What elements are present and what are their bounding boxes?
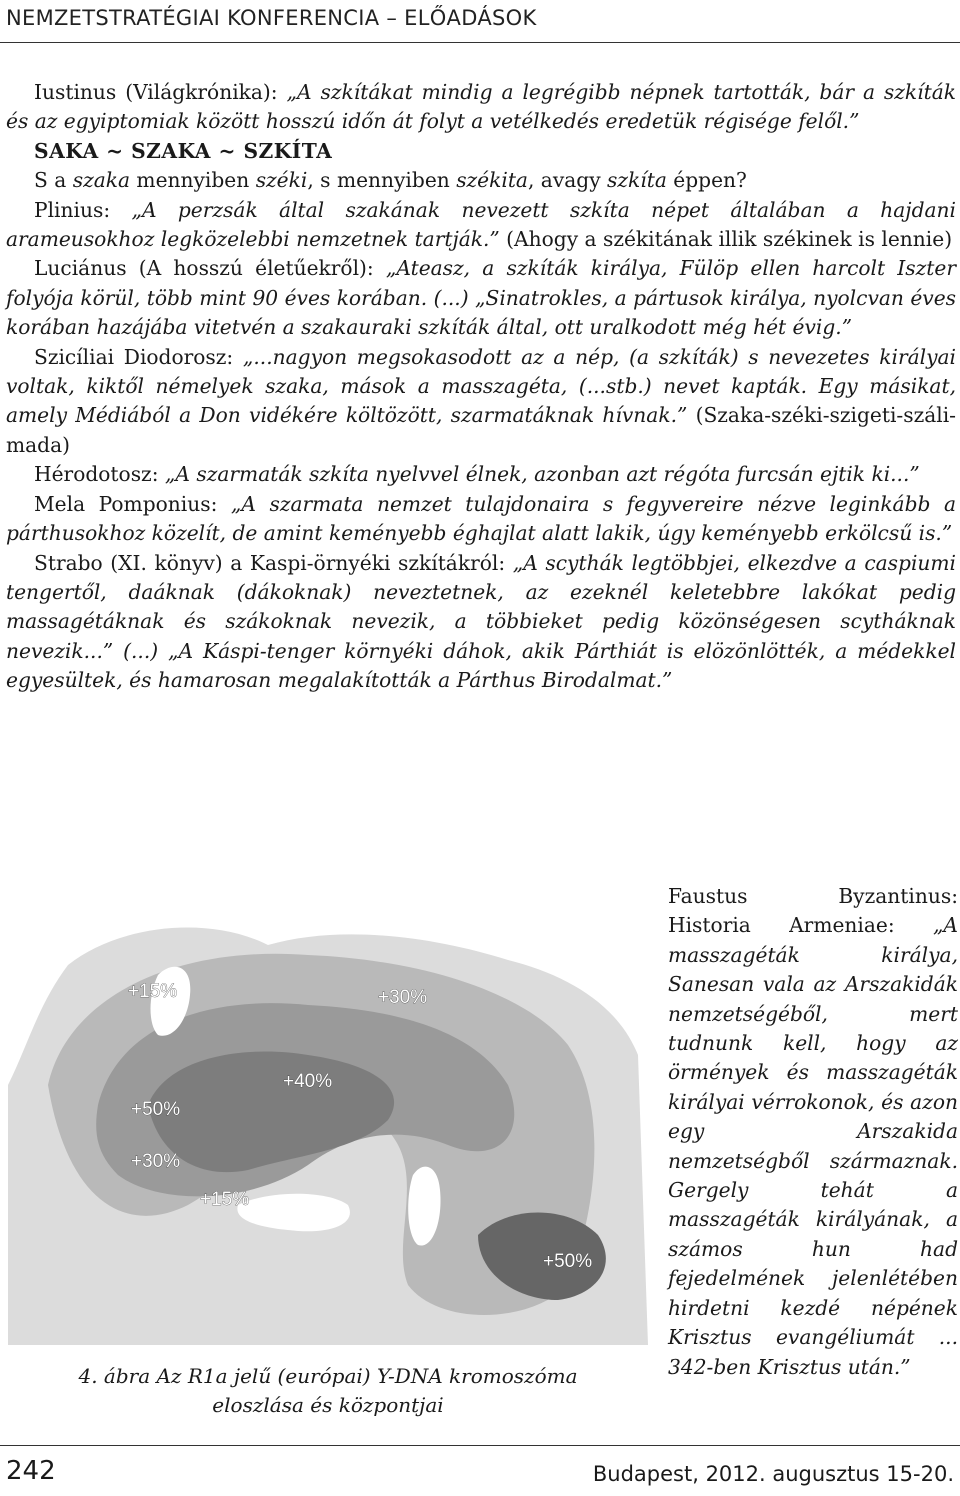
side-column [668,882,958,1382]
source-name: Mela Pomponius: [34,491,231,516]
footer-rule [0,1445,960,1446]
caption-line: eloszlása és központjai [212,1393,444,1417]
paragraph-strabo [6,549,956,696]
r1a-distribution-map [8,905,648,1345]
text-run: mennyiben [130,168,256,193]
source-name: Iustinus (Világkrónika): [34,80,287,104]
text-run: szaka [72,168,131,193]
source-name: Plinius: [34,197,132,222]
paragraph-diodorosz [6,343,956,461]
source-name: Faustus Byzantinus: Historia Armeniae: [668,884,958,938]
map-label-7: +50% [543,1251,593,1272]
text-run: szkíta [607,168,667,193]
paragraph-plinius [6,196,956,255]
paragraph-lucianus [6,254,956,342]
map-label-3: +40% [283,1071,333,1092]
main-text [6,78,956,696]
paragraph-saka [6,166,956,195]
text-run: széki [255,168,308,193]
running-header: NEMZETSTRATÉGIAI KONFERENCIA – ELŐADÁSOK [6,6,537,30]
source-name: Szicíliai Diodorosz: [34,344,243,369]
paragraph-iustinus [6,78,956,137]
paragraph-mela [6,490,956,549]
source-name: Luciánus (A hosszú életűekről): [34,256,386,281]
map-label-5: +30% [131,1151,181,1172]
caption-line: 4. ábra Az R1a jelű (európai) Y-DNA kromoszóma [78,1364,578,1388]
header-rule [0,42,960,43]
quote: „A perzsák által szakának nevezett szkíta népet általában a hajdani arameusokhoz legközelebbi nemzetnek tartják.” [6,197,956,252]
source-name: Strabo (XI. könyv) a Kaspi-örnyéki szkítákról: [34,550,513,575]
text-run: , avagy [527,168,608,193]
quote: „A szarmaták szkíta nyelvvel élnek, azonban azt régóta furcsán ejtik ki...” [164,462,920,487]
paragraph-faustus [668,882,958,1382]
quote: „Ateasz, a szkíták királya, Fülöp ellen harcolt Iszter folyója körül, több mint 90 éves korában. (...) „Sinatrokles, a pártusok királya, nyolcvan éves korában hazájába vitetvén a szakauraki szkíták által, ott uralkodott még hét évig.” [6,256,956,340]
map-label-2: +30% [378,987,428,1008]
quote: „A szarmata nemzet tulajdonaira s fegyvereire nézve leginkább a párthusokhoz közelít, de amint keményebb éghajlat alatt lakik, úgy keményebb erkölcsű is.” [6,491,956,546]
quote: „A masszagéták királya, Sanesan vala az Arszakidák nemzetségéből, mert tudnunk kell, hogy az örmények és masszagéták királyai vérrokonok, és azon egy Arszakida nemzetségből származnak. Gergely tehát a masszagéták királyának, a számos hun had fejedelmének jelenlétében hirdetni kezdé népének Krisztus evangéliumát ... 342-ben Krisztus után.” [668,913,958,1379]
quote: „A scythák legtöbbjei, elkezdve a caspiumi tengertől, daáknak (dákoknak) neveztetnek, az ezeknél keletebbre lakókat pedig massagétáknak és szákoknak nevezik, a többieket pedig közönségesen scytháknak nevezik...” (...) „A Káspi-tenger környéki dáhok, akik Párthiát is elözönlötték, a médekkel egyesültek, és hamarosan megalakították a Párthus Birodalmat.” [6,550,956,693]
paragraph-herodotosz [6,460,956,489]
quote: „A szkítákat mindig a legrégibb népnek tartották, bár a szkíták és az egyiptomiak között hosszú időn át folyt a vetélkedés eredetük régisége felől.” [6,80,957,134]
section-heading: SAKA ~ SZAKA ~ SZKÍTA [34,138,333,163]
map-label-6: +15% [200,1189,250,1210]
text-run: éppen? [666,168,747,193]
footer-event: Budapest, 2012. augusztus 15-20. [592,1462,954,1486]
text-run: , s mennyiben [307,168,457,193]
quote: „...nagyon megsokasodott az a nép, (a szkíták) s nevezetes királyai voltak, kiktől némelyek szaka, mások a masszagéta, (...stb.) nevet kapták. Egy másikat, amely Médiából a Don vidékére költözött, szarmatáknak hívnak.” [6,344,956,428]
figure-caption [8,1362,648,1420]
source-name: Hérodotosz: [34,462,165,487]
text-run: székita [456,168,528,193]
map-label-1: +15% [128,981,178,1002]
comment: (Ahogy a székitának illik székinek is lennie) [499,227,953,252]
text-run: S a [34,168,73,193]
map-label-4: +50% [131,1099,181,1120]
page-number: 242 [6,1456,56,1486]
comment: (Szaka-széki-szigeti-száli-mada) [6,403,956,457]
